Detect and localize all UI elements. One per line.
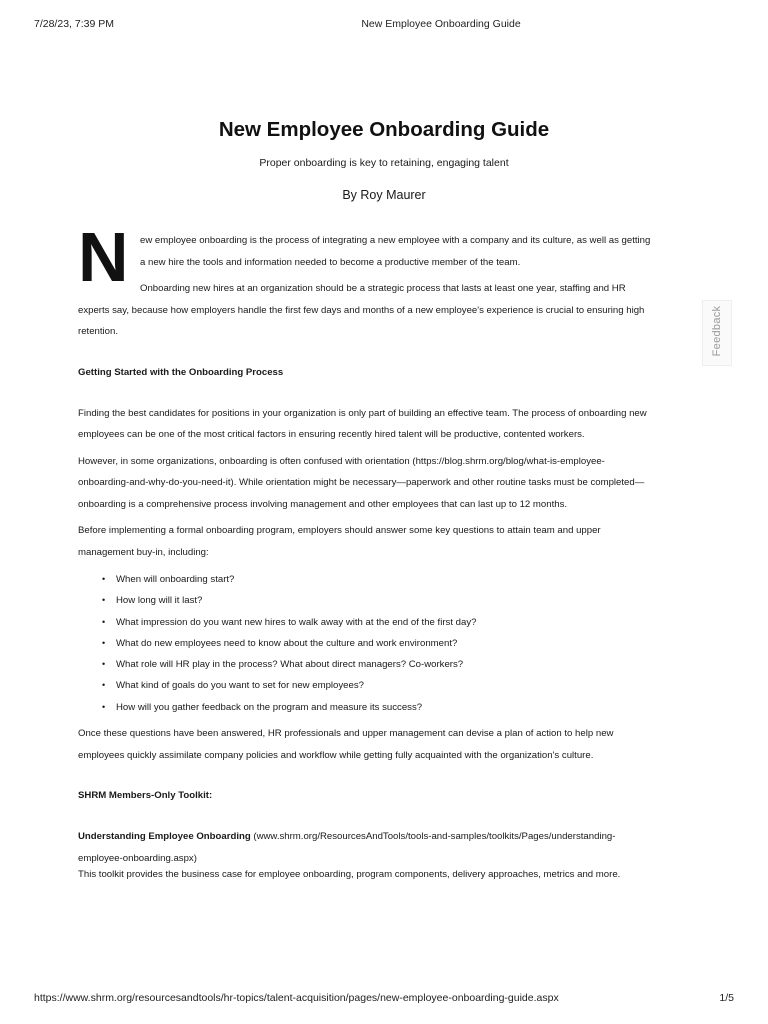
toolkit-description: This toolkit provides the business case for employee onboarding, program components, delivery approaches, metrics and more.: [78, 869, 621, 881]
list-item: [102, 675, 690, 696]
toolkit-link-url[interactable]: (www.shrm.org/ResourcesAndTools/tools-and-samples/toolkits/Pages/understanding- employee-onboarding.aspx): [78, 831, 616, 864]
toolkit-heading: SHRM Members-Only Toolkit:: [78, 790, 213, 802]
list-item: [102, 590, 690, 611]
print-url: https://www.shrm.org/resourcesandtools/hr-topics/talent-acquisition/pages/new-employee-onboarding-guide.aspx: [34, 992, 559, 1004]
list-item: [102, 654, 690, 675]
page-number: 1/5: [719, 992, 734, 1004]
article-subtitle: Proper onboarding is key to retaining, engaging talent: [259, 157, 509, 169]
list-item-text: What do new employees need to know about the culture and work environment?: [116, 637, 458, 649]
list-item: [102, 633, 690, 654]
list-item: [102, 612, 690, 633]
section-heading-getting-started: Getting Started with the Onboarding Process: [78, 366, 284, 378]
bullet-icon: •: [102, 701, 106, 712]
paragraph-finding-candidates: Finding the best candidates for positions in your organization is only part of building an effective team. The process of onboarding new employees can be one of the most critical factors in ensuring recently hired talent will be productive, contented workers.: [78, 407, 647, 440]
list-item-text: When will onboarding start?: [116, 574, 235, 585]
bullet-icon: •: [102, 637, 106, 648]
list-item-text: What role will HR play in the process? What about direct managers? Co-workers?: [116, 659, 464, 671]
article: [78, 112, 690, 883]
list-item-text: What kind of goals do you want to set for new employees?: [116, 680, 364, 692]
list-item: [102, 569, 690, 590]
print-page-title: New Employee Onboarding Guide: [361, 18, 521, 30]
lede-block: [78, 218, 690, 343]
feedback-label: Feedback: [711, 305, 723, 357]
toolkit-link-line: [78, 826, 690, 869]
bullet-icon: •: [102, 659, 106, 670]
lede-paragraph: ew employee onboarding is the process of integrating a new employee with a company and its culture, as well as getting a new hire the tools and information needed to become a productive member of the team.: [140, 235, 651, 268]
list-item-text: How long will it last?: [116, 595, 203, 607]
feedback-tab[interactable]: [702, 300, 732, 366]
paragraph-key-questions: Before implementing a formal onboarding program, employers should answer some key questions to attain team and upper management buy-in, including:: [78, 525, 601, 558]
bullet-icon: •: [102, 616, 106, 627]
list-item: [102, 697, 690, 718]
list-item-text: How will you gather feedback on the program and measure its success?: [116, 701, 423, 713]
paragraph-strategic-process: [78, 278, 690, 343]
article-byline: By Roy Maurer: [342, 188, 426, 202]
paragraph-plan-of-action: Once these questions have been answered, HR professionals and upper management can devise a plan of action to help new employees quickly assimilate company policies and workflow while getting fully acquainted with the organization's culture.: [78, 728, 614, 761]
bullet-icon: •: [102, 680, 106, 691]
print-datetime: 7/28/23, 7:39 PM: [34, 18, 114, 30]
paragraph-strategic-process-text: Onboarding new hires at an organization should be a strategic process that lasts at least one year, staffing and HR experts say, because how employers handle the first few days and months of a new employee's experience is crucial to ensuring high retention.: [78, 283, 645, 337]
bullet-icon: •: [102, 574, 106, 584]
article-title: New Employee Onboarding Guide: [218, 118, 550, 141]
paragraph-orientation: However, in some organizations, onboarding is often confused with orientation (https://blog.shrm.org/blog/what-is-employee- onboarding-and-why-do-you-need-it). While orientation might be necessary—paperwork and other routine tasks must be completed— onboarding is a comprehensive process involving management and other employees that can last up to 12 months.: [78, 455, 645, 510]
drop-cap: N: [78, 218, 127, 296]
toolkit-link-title[interactable]: Understanding Employee Onboarding: [78, 831, 251, 843]
key-questions-list: [78, 569, 690, 718]
list-item-text: What impression do you want new hires to walk away with at the end of the first day?: [116, 616, 477, 628]
print-header: [0, 18, 768, 32]
bullet-icon: •: [102, 595, 106, 606]
